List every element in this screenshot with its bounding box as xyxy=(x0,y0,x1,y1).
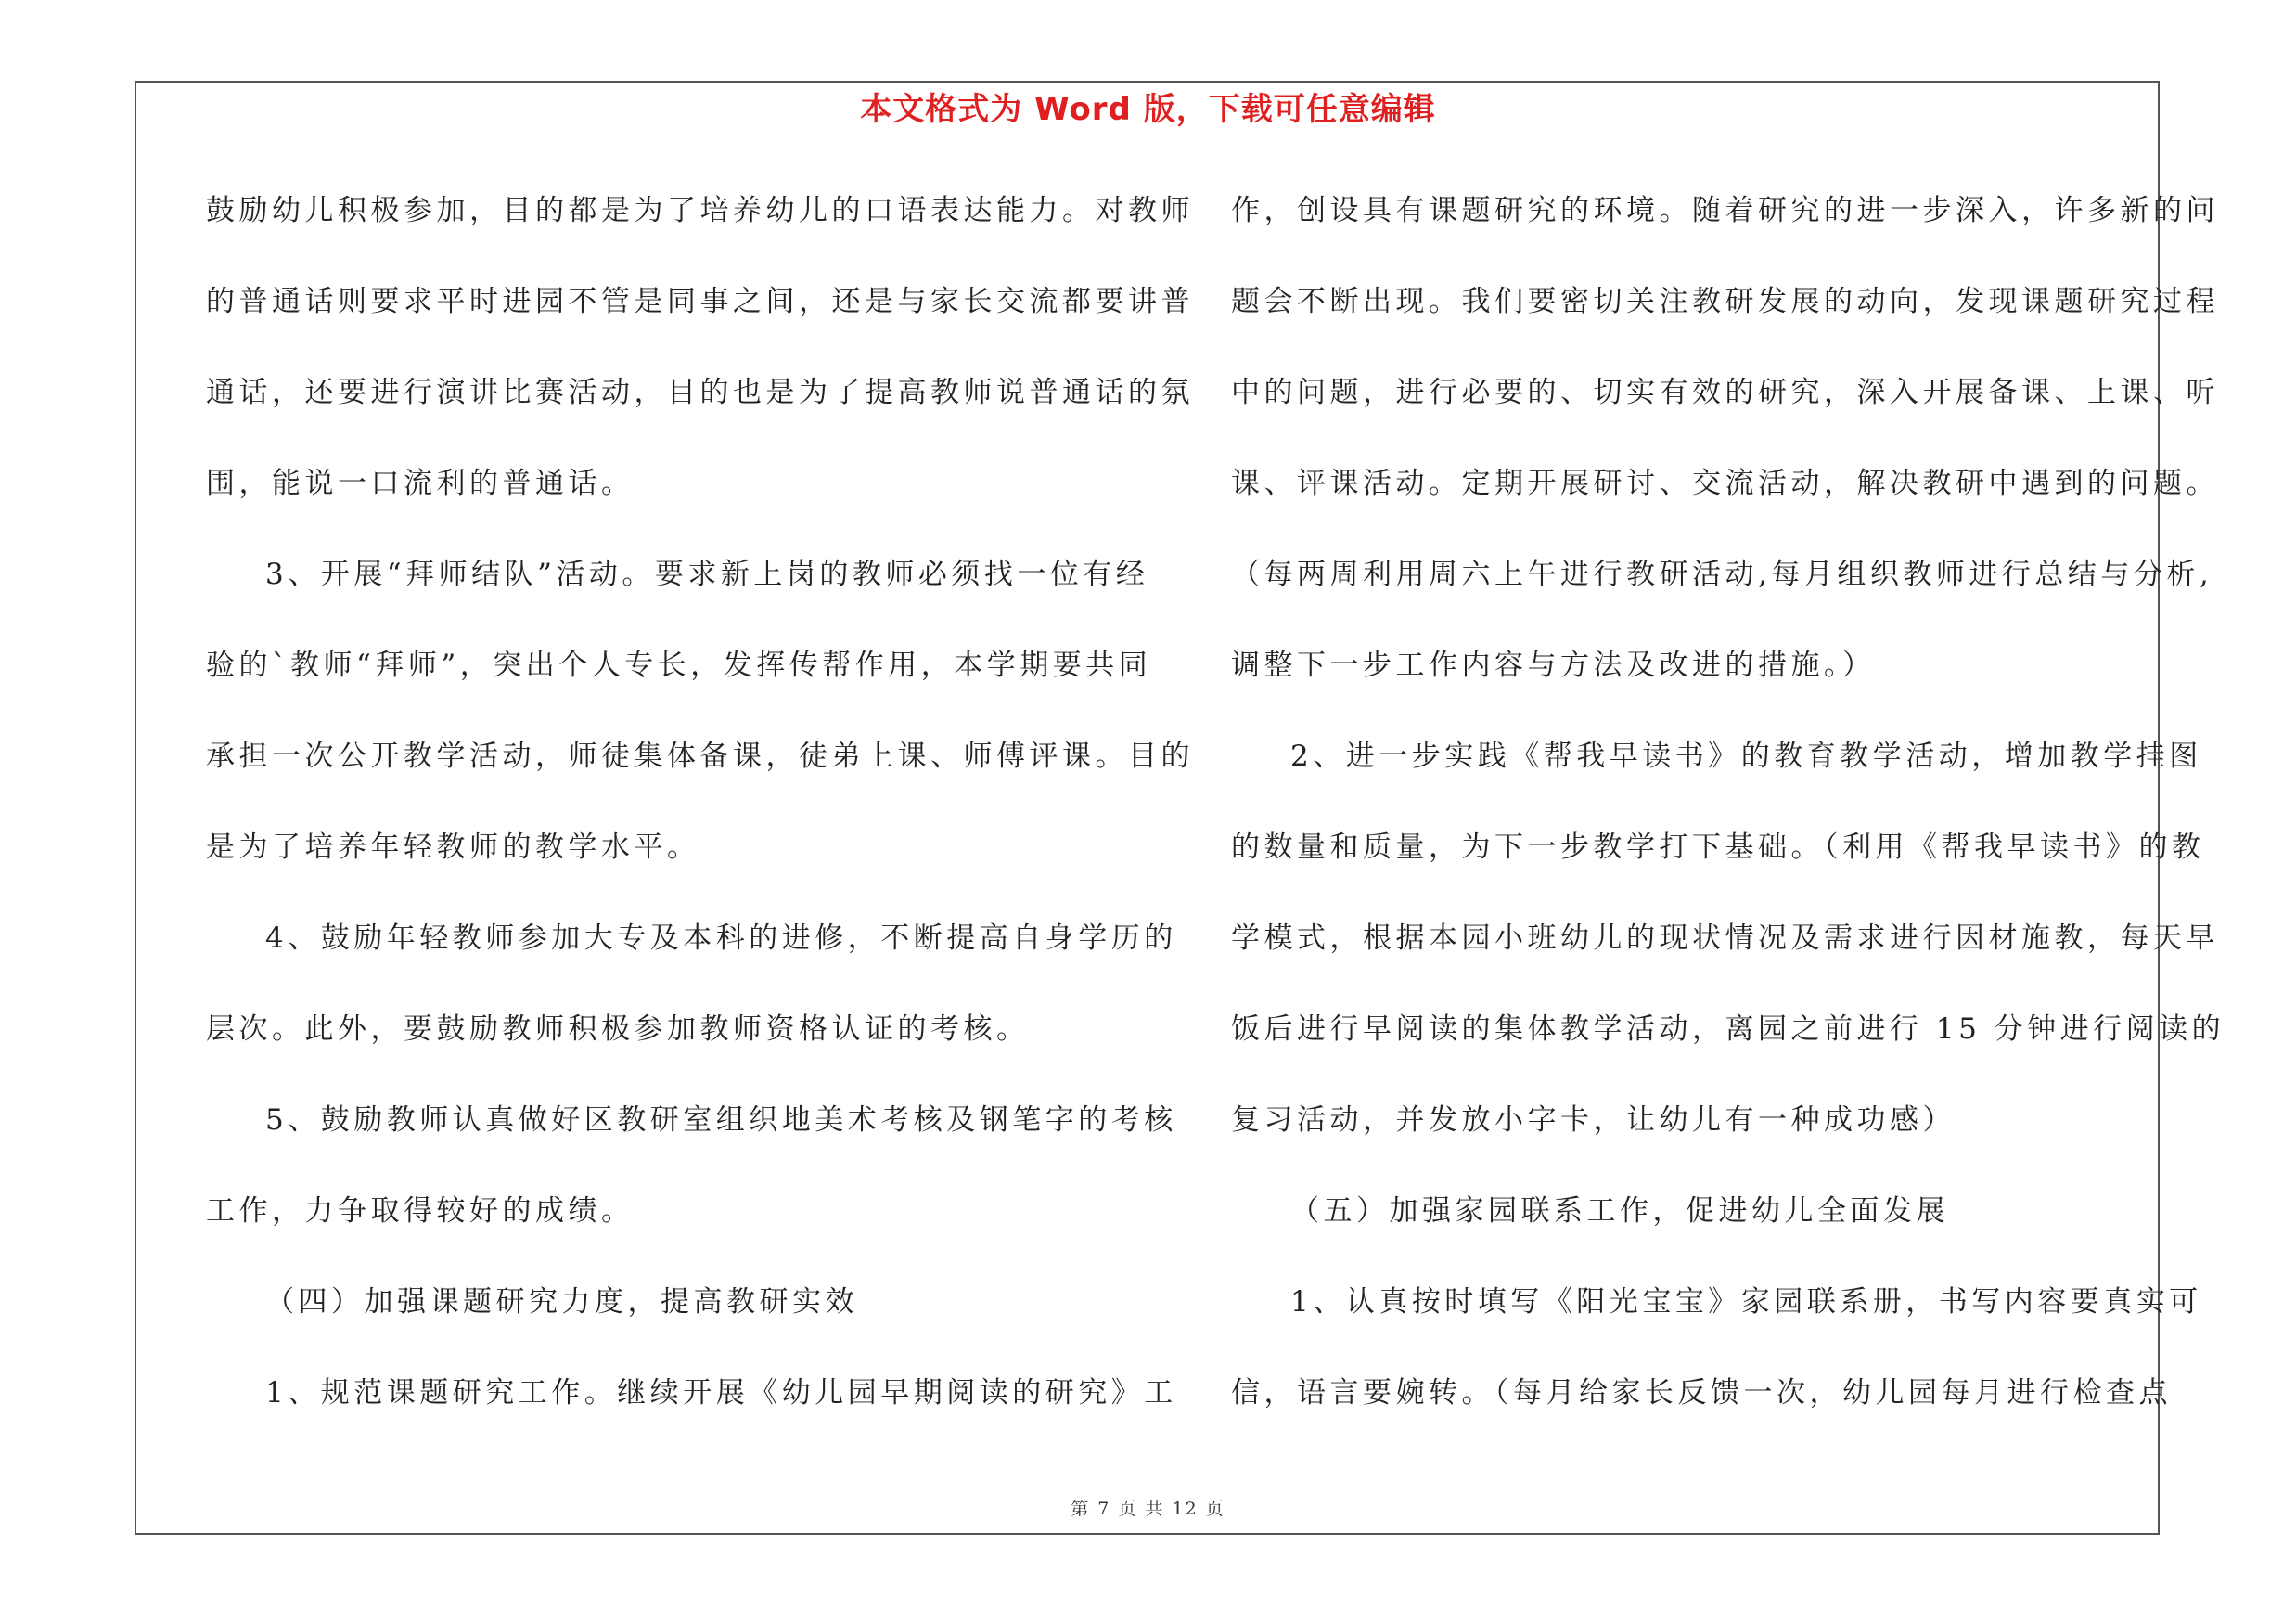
paragraph-line: 学模式，根据本园小班幼儿的现状情况及需求进行因材施教，每天早 xyxy=(1231,921,2219,955)
paragraph-line: 3、开展“拜师结队”活动。要求新上岗的教师必须找一位有经 xyxy=(265,558,1149,591)
paragraph-line: 层次。此外，要鼓励教师积极参加教师资格认证的考核。 xyxy=(206,1012,1030,1046)
paragraph-line: 2、进一步实践《帮我早读书》的教育教学活动，增加教学挂图 xyxy=(1290,740,2202,773)
paragraph-line: 复习活动，并发放小字卡，让幼儿有一种成功感） xyxy=(1231,1103,1956,1137)
paragraph-line: 通话，还要进行演讲比赛活动，目的也是为了提高教师说普通话的氛 xyxy=(206,376,1194,409)
paragraph-line: 5、鼓励教师认真做好区教研室组织地美术考核及钢笔字的考核 xyxy=(265,1103,1177,1137)
paragraph-line: 课、评课活动。定期开展研讨、交流活动，解决教研中遇到的问题。 xyxy=(1231,467,2219,500)
paragraph-line: 承担一次公开教学活动，师徒集体备课，徒弟上课、师傅评课。目的 xyxy=(206,740,1194,773)
paragraph-line: 工作，力争取得较好的成绩。 xyxy=(206,1194,635,1228)
paragraph-line: （每两周利用周六上午进行教研活动,每月组织教师进行总结与分析, xyxy=(1231,558,2213,591)
paragraph-line: 信，语言要婉转。（每月给家长反馈一次，幼儿园每月进行检查点 xyxy=(1231,1376,2172,1410)
paragraph-line: 1、认真按时填写《阳光宝宝》家园联系册，书写内容要真实可 xyxy=(1290,1285,2202,1319)
section-heading: （五）加强家园联系工作，促进幼儿全面发展 xyxy=(1290,1194,1949,1228)
section-heading: （四）加强课题研究力度，提高教研实效 xyxy=(265,1285,858,1319)
paragraph-line: 中的问题，进行必要的、切实有效的研究，深入开展备课、上课、听 xyxy=(1231,376,2219,409)
left-text-column xyxy=(206,187,1194,1461)
paragraph-line: 验的`教师“拜师”，突出个人专长，发挥传帮作用，本学期要共同 xyxy=(206,649,1152,682)
paragraph-line: 作，创设具有课题研究的环境。随着研究的进一步深入，许多新的问 xyxy=(1231,194,2219,227)
paragraph-line: 鼓励幼儿积极参加，目的都是为了培养幼儿的口语表达能力。对教师 xyxy=(206,194,1194,227)
paragraph-line: 1、规范课题研究工作。继续开展《幼儿园早期阅读的研究》工 xyxy=(265,1376,1177,1410)
paragraph-line: 4、鼓励年轻教师参加大专及本科的进修，不断提高自身学历的 xyxy=(265,921,1177,955)
right-text-column xyxy=(1231,187,2225,1461)
paragraph-line: 饭后进行早阅读的集体教学活动，离园之前进行 15 分钟进行阅读的 xyxy=(1231,1012,2225,1046)
paragraph-line: 的普通话则要求平时进园不管是同事之间，还是与家长交流都要讲普 xyxy=(206,285,1194,318)
paragraph-line: 题会不断出现。我们要密切关注教研发展的动向，发现课题研究过程 xyxy=(1231,285,2219,318)
paragraph-line: 调整下一步工作内容与方法及改进的措施。） xyxy=(1231,649,1876,682)
header-banner: 本文格式为 Word 版，下载可任意编辑 xyxy=(860,91,1436,128)
paragraph-line: 围，能说一口流利的普通话。 xyxy=(206,467,635,500)
paragraph-line: 是为了培养年轻教师的教学水平。 xyxy=(206,831,700,864)
page-number: 第 7 页 共 12 页 xyxy=(1071,1499,1225,1519)
paragraph-line: 的数量和质量，为下一步教学打下基础。（利用《帮我早读书》的教 xyxy=(1231,831,2205,864)
